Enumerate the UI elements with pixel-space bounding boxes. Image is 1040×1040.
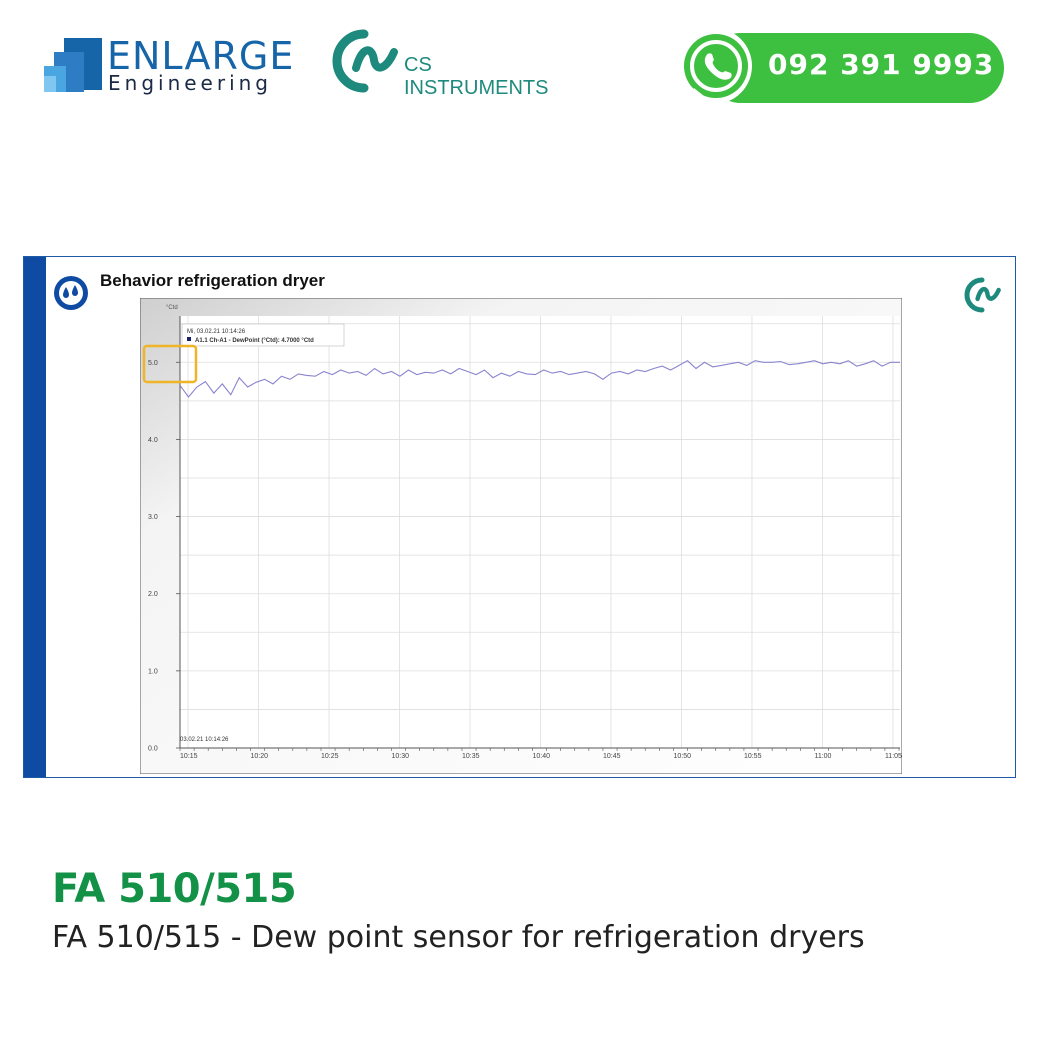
cs-small-icon: [962, 275, 1002, 315]
x-tick-label: 10:55: [743, 753, 762, 760]
enlarge-wordmark: ENLARGE: [107, 34, 295, 78]
x-tick-label: 10:45: [602, 753, 621, 760]
x-tick-label: 10:40: [532, 753, 551, 760]
y-tick-label: 2.0: [148, 591, 158, 599]
engineering-wordmark: Engineering: [108, 71, 272, 95]
y-tick-label: 1.0: [148, 668, 158, 676]
plot-area: [180, 316, 900, 748]
tooltip-box: [182, 324, 344, 346]
y-axis-unit: °Ctd: [166, 305, 178, 311]
x-tick-label: 10:15: [180, 753, 198, 760]
x-tick-label: 10:50: [673, 753, 692, 760]
x-tick-label: 11:05: [884, 753, 902, 760]
chart-title: Behavior refrigeration dryer: [100, 271, 325, 290]
x-tick-label: 10:30: [391, 753, 410, 760]
series-legend-swatch: [187, 337, 191, 341]
y-tick-label: 0.0: [148, 745, 158, 753]
tooltip-value: A1.1 Ch-A1 - DewPoint (°Ctd): 4.7000 °Ctd: [195, 338, 314, 344]
y-tick-label: 4.0: [148, 436, 158, 444]
product-title: FA 510/515: [52, 866, 297, 912]
phone-number[interactable]: 092 391 9993: [768, 48, 995, 81]
x-start-label: 03.02.21 10:14:26: [180, 737, 229, 743]
dewpoint-line-chart: [140, 298, 902, 774]
product-description: FA 510/515 - Dew point sensor for refrigeration dryers: [52, 920, 865, 955]
y-tick-label: 3.0: [148, 514, 158, 522]
enlarge-engineering-logo: [44, 36, 304, 98]
y-tick-label: 5.0: [148, 359, 158, 367]
chart-area: [140, 298, 902, 779]
x-tick-label: 10:20: [250, 753, 269, 760]
panel-side-bar: [24, 257, 46, 777]
x-tick-label: 10:25: [321, 753, 339, 760]
cs-mark-icon: [328, 26, 400, 96]
x-tick-label: 11:00: [814, 753, 832, 760]
enlarge-mark-icon: [44, 36, 104, 94]
cs-instruments-logo: [328, 26, 568, 99]
dew-drop-icon: [53, 275, 89, 311]
whatsapp-icon[interactable]: [672, 26, 758, 112]
tooltip-timestamp: Mi, 03.02.21 10:14:26: [187, 329, 246, 335]
cs-instruments-wordmark: CS INSTRUMENTS: [404, 54, 549, 99]
x-tick-label: 10:35: [462, 753, 480, 760]
